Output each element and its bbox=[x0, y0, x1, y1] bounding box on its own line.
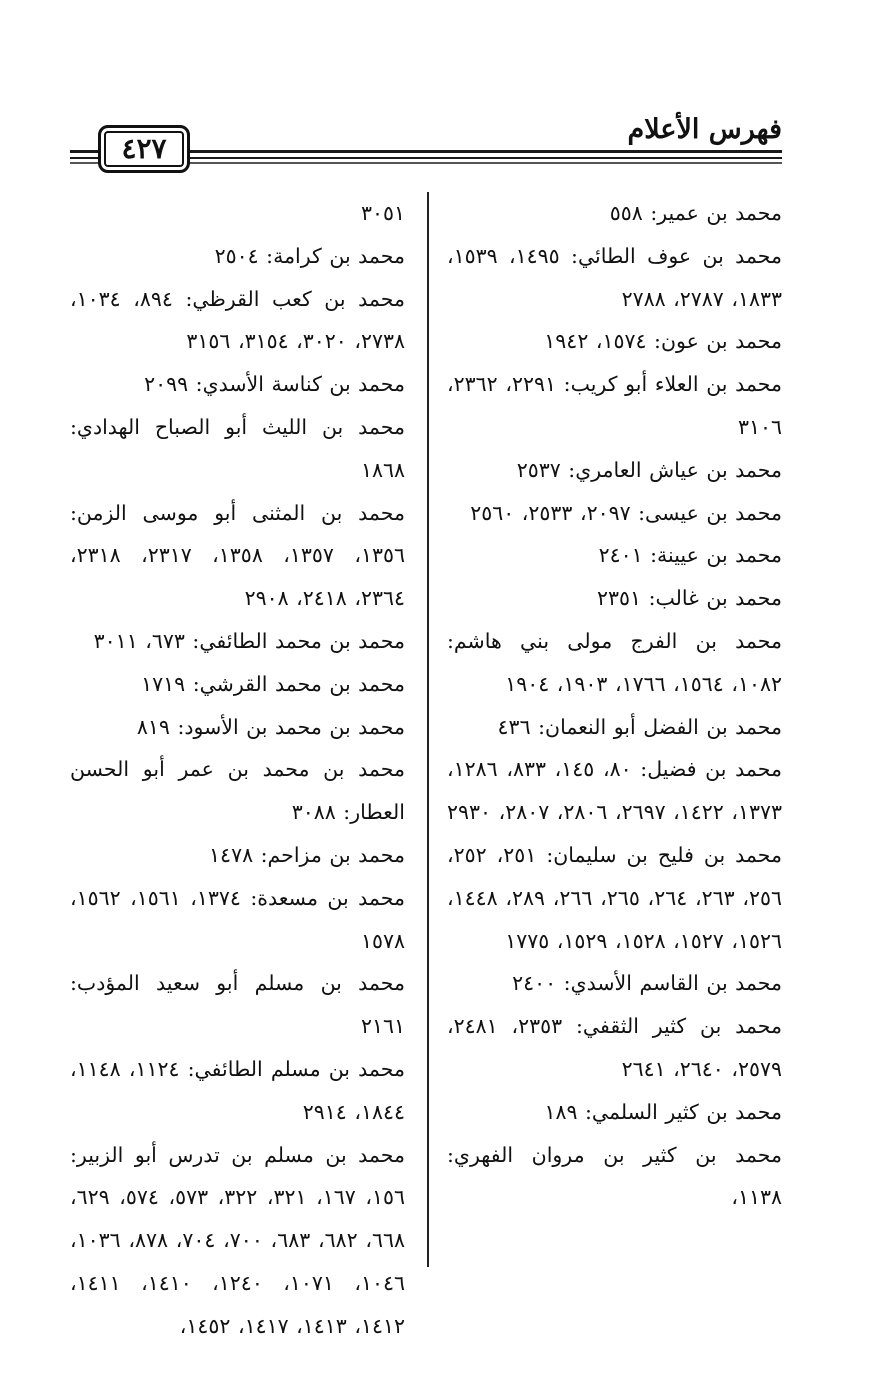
index-entry: محمد بن عمير: ٥٥٨ bbox=[609, 201, 782, 225]
index-entry: محمد بن كعب القرظي: ٨٩٤، ١٠٣٤، ٢٧٣٨، ٣٠٢٠، ٣١٥٤، ٣١٥٦ bbox=[70, 286, 405, 354]
index-entry: محمد بن عيينة: ٢٤٠١ bbox=[598, 543, 782, 568]
running-title: فهرس الأعلام bbox=[627, 114, 782, 145]
right-column bbox=[447, 192, 782, 1219]
index-entry: محمد بن كثير بن مروان الفهري: ١١٣٨، bbox=[447, 1142, 782, 1210]
page-header bbox=[70, 112, 782, 182]
index-entry: محمد بن كرامة: ٢٥٠٤ bbox=[214, 243, 405, 268]
index-entry: محمد بن فليح بن سليمان: ٢٥١، ٢٥٢، ٢٥٦، ٢٦٣، ٢٦٤، ٢٦٥، ٢٦٦، ٢٨٩، ١٤٤٨، ١٥٢٦، ١٥٢٧، ١٥٢٨، ١٥٢٩، ١٧٧٥ bbox=[447, 842, 783, 953]
index-entry: محمد بن العلاء أبو كريب: ٢٢٩١، ٢٣٦٢، ٣١٠٦ bbox=[447, 372, 782, 439]
index-entry: محمد بن عوف الطائي: ١٤٩٥، ١٥٣٩، ١٨٣٣، ٢٧٨٧، ٢٧٨٨ bbox=[447, 243, 782, 311]
index-entry: محمد بن القاسم الأسدي: ٢٤٠٠ bbox=[512, 971, 782, 996]
index-entry: محمد بن المثنى أبو موسى الزمن: ١٣٥٦، ١٣٥٧، ١٣٥٨، ٢٣١٧، ٢٣١٨، ٢٣٦٤، ٢٤١٨، ٢٩٠٨ bbox=[70, 500, 405, 611]
index-entry: محمد بن مسلم الطائفي: ١١٢٤، ١١٤٨، ١٨٤٤، ٢٩١٤ bbox=[70, 1056, 405, 1124]
index-entry: محمد بن الليث أبو الصباح الهدادي: ١٨٦٨ bbox=[70, 414, 405, 482]
index-entry: محمد بن كثير الثقفي: ٢٣٥٣، ٢٤٨١، ٢٥٧٩، ٢٦٤٠، ٢٦٤١ bbox=[447, 1014, 782, 1081]
index-entry: محمد بن الفضل أبو النعمان: ٤٣٦ bbox=[497, 714, 782, 739]
column-divider bbox=[427, 192, 429, 1267]
index-entry: محمد بن عياش العامري: ٢٥٣٧ bbox=[516, 457, 782, 482]
index-entry: محمد بن الفرج مولى بني هاشم: ١٠٨٢، ١٥٦٤، ١٧٦٦، ١٩٠٣، ١٩٠٤ bbox=[447, 628, 782, 696]
page-number: ٤٢٧ bbox=[98, 125, 190, 173]
index-entry: محمد بن محمد الطائفي: ٦٧٣، ٣٠١١ bbox=[93, 628, 405, 653]
index-entry: محمد بن عيسى: ٢٠٩٧، ٢٥٣٣، ٢٥٦٠ bbox=[470, 500, 782, 525]
index-entry: محمد بن مسلم أبو سعيد المؤدب: ٢١٦١ bbox=[70, 971, 405, 1039]
index-entry: محمد بن كثير السلمي: ١٨٩ bbox=[544, 1099, 782, 1124]
left-column bbox=[70, 192, 405, 1348]
index-entry: محمد بن عون: ١٥٧٤، ١٩٤٢ bbox=[544, 329, 782, 354]
index-entry: محمد بن فضيل: ٨٠، ١٤٥، ٨٣٣، ١٢٨٦، ١٣٧٣، ١٤٢٢، ٢٦٩٧، ٢٨٠٦، ٢٨٠٧، ٢٩٣٠ bbox=[447, 757, 782, 825]
index-entry: محمد بن محمد بن الأسود: ٨١٩ bbox=[136, 714, 405, 739]
index-entry: محمد بن غالب: ٢٣٥١ bbox=[597, 586, 782, 611]
index-entry: محمد بن مزاحم: ١٤٧٨ bbox=[209, 842, 405, 867]
index-entry: محمد بن محمد بن عمر أبو الحسن العطار: ٣٠٨٨ bbox=[70, 757, 405, 825]
index-entry: محمد بن مسعدة: ١٣٧٤، ١٥٦١، ١٥٦٢، ١٥٧٨ bbox=[70, 885, 405, 953]
index-columns bbox=[70, 192, 783, 1338]
index-entry: محمد بن محمد القرشي: ١٧١٩ bbox=[141, 671, 405, 696]
index-entry: محمد بن كناسة الأسدي: ٢٠٩٩ bbox=[144, 372, 405, 397]
index-entry: محمد بن مسلم بن تدرس أبو الزبير: ١٥٦، ١٦٧، ٣٢١، ٣٢٢، ٥٧٣، ٥٧٤، ٦٢٩، ٦٦٨، ٦٨٢، ٦٨٣، ٧٠٠، ٧٠٤، ٨٧٨، ١٠٣٦، ١٠٤٦، ١٠٧١، ١٢٤٠، ١٤١٠، ١٤١١، ١٤١٢، ١٤١٣، ١٤١٧، ١٤٥٢، bbox=[70, 1142, 406, 1338]
index-entry-continuation: ٣٠٥١ bbox=[360, 201, 405, 225]
